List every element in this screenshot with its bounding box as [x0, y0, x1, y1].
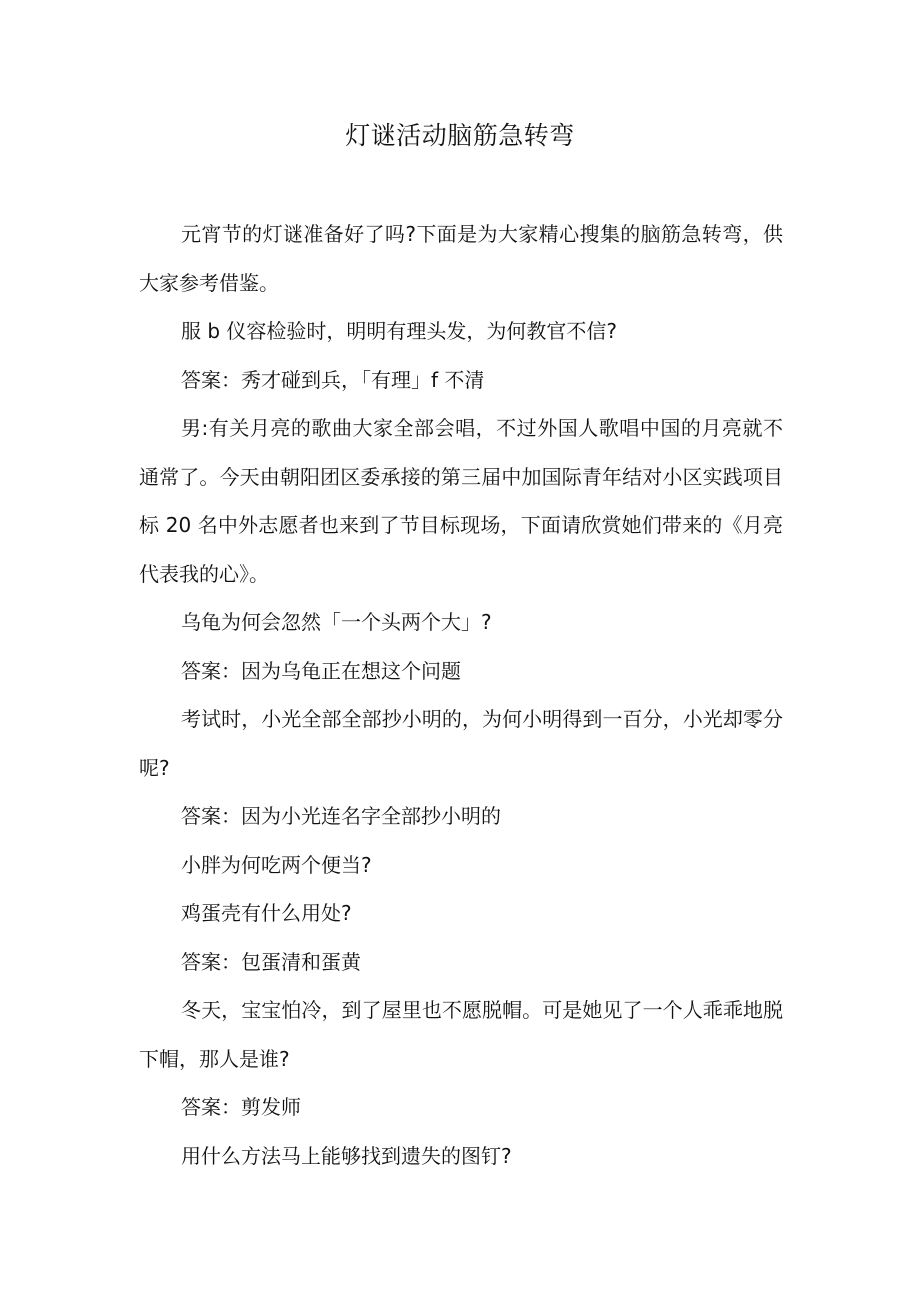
- paragraph-answer-1: 答案：秀才碰到兵，「有理」f 不清: [181, 367, 485, 392]
- paragraph-riddle-5: 鸡蛋壳有什么用处?: [181, 901, 352, 925]
- paragraph-host-speech: 男:有关月亮的歌曲大家全部会唱，不过外国人歌唱中国的月亮就不通常了。今天由朝阳团区委承接的第三届中加国际青年结对小区实践项目标 20 名中外志愿者也来到了节目标现场，下面请欣赏她们带来的《月亮代表我的心》。: [139, 416, 783, 586]
- paragraph-answer-5: 答案：包蛋清和蛋黄: [181, 949, 361, 974]
- paragraph-answer-6: 答案：剪发师: [181, 1095, 301, 1119]
- document-body: [139, 210, 783, 1180]
- paragraph-riddle-7: 用什么方法马上能够找到遗失的图钉?: [181, 1143, 512, 1168]
- paragraph-intro: 元宵节的灯谜准备好了吗?下面是为大家精心搜集的脑筋急转弯，供大家参考借鉴。: [139, 222, 783, 295]
- paragraph-riddle-4: 小胖为何吃两个便当?: [181, 852, 372, 877]
- paragraph-riddle-1: 服 b 仪容检验时，明明有理头发，为何教官不信?: [181, 319, 618, 343]
- paragraph-riddle-3: 考试时，小光全部全部抄小明的，为何小明得到一百分，小光却零分呢?: [139, 707, 783, 780]
- paragraph-riddle-2: 乌龟为何会忽然「一个头两个大」?: [181, 610, 492, 634]
- paragraph-answer-3: 答案：因为小光连名字全部抄小明的: [181, 804, 501, 828]
- paragraph-answer-2: 答案：因为乌龟正在想这个问题: [181, 658, 461, 683]
- document-title: 灯谜活动脑筋急转弯: [345, 121, 575, 150]
- paragraph-riddle-6: 冬天，宝宝怕冷，到了屋里也不愿脱帽。可是她见了一个人乖乖地脱下帽，那人是谁?: [139, 998, 783, 1071]
